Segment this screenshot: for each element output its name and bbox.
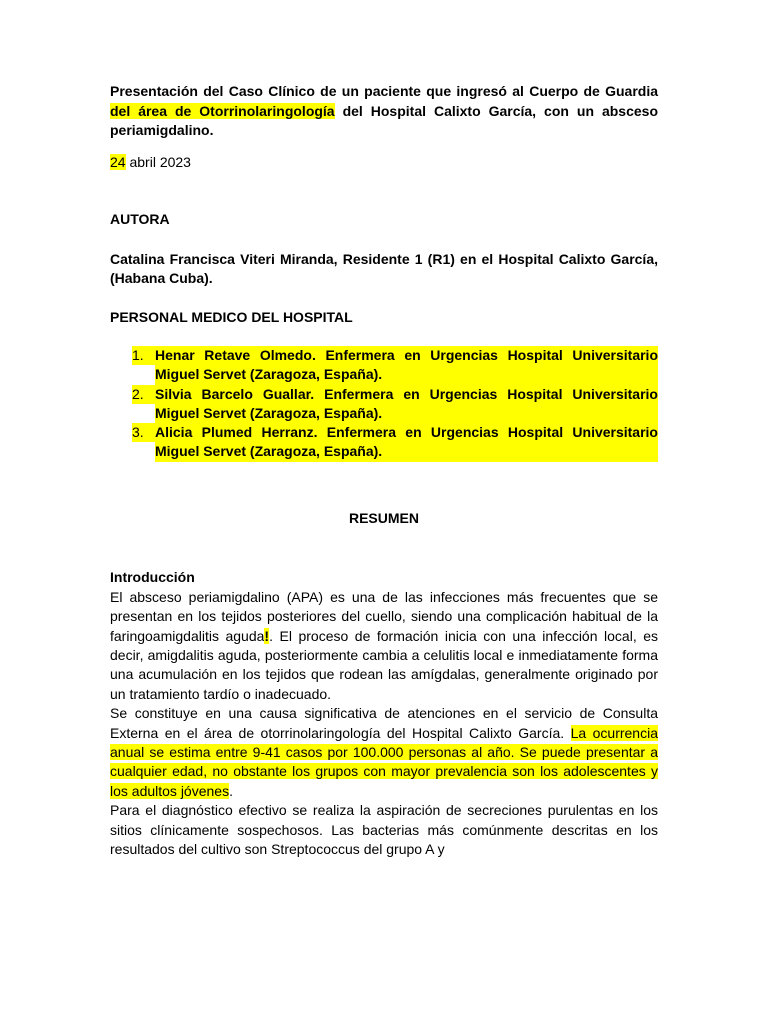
staff-item xyxy=(110,423,658,462)
intro-heading: Introducción xyxy=(110,569,195,586)
date-rest: abril 2023 xyxy=(125,153,191,170)
title-part-1: Presentación del Caso Clínico de un paciente que ingresó al Cuerpo de Guardia xyxy=(110,83,658,99)
p1-part-1: El absceso periamigdalino (APA) es una de las infecciones más frecuentes que se presentan en los tejidos posteriores del cuello, siendo una complicación habitual de la faringoamigdalitis aguda xyxy=(110,588,658,644)
document-date xyxy=(110,153,658,173)
p2-highlight: La ocurrencia anual se estima entre 9-41 casos por 100.000 personas al año. Se puede presentar a cualquier edad, no obstante los grupos con mayor prevalencia son los adolescentes y los adultos jóvenes xyxy=(110,724,658,799)
title-highlight: del área de Otorrinolaringología xyxy=(110,102,335,119)
staff-list xyxy=(110,346,658,462)
staff-item-text: Henar Retave Olmedo. Enfermera en Urgencias Hospital Universitario Miguel Servet (Zaragoza, España). xyxy=(155,346,658,385)
title-part-2: del Hospital Calixto García, con un absceso periamigdalino. xyxy=(110,102,658,138)
staff-item-text: Alicia Plumed Herranz. Enfermera en Urgencias Hospital Universitario Miguel Servet (Zaragoza, España). xyxy=(155,423,658,462)
date-day: 24 xyxy=(110,153,126,170)
resumen-heading: RESUMEN xyxy=(348,509,419,526)
footnote-mark: ! xyxy=(264,627,270,644)
document-page xyxy=(110,82,658,859)
staff-item xyxy=(110,385,658,424)
staff-item-text: Silvia Barcelo Guallar. Enfermera en Urgencias Hospital Universitario Miguel Servet (Zaragoza, España). xyxy=(155,385,658,424)
p2-part-1: Se constituye en una causa significativa de atenciones en el servicio de Consulta Externa en el área de otorrinolaringología del Hospital Calixto García. xyxy=(110,705,658,741)
staff-heading: PERSONAL MEDICO DEL HOSPITAL xyxy=(110,308,353,325)
author-line: Catalina Francisca Viteri Miranda, Residente 1 (R1) en el Hospital Calixto García, (Habana Cuba). xyxy=(110,250,658,286)
intro-paragraph-2 xyxy=(110,704,658,801)
document-title xyxy=(110,82,658,141)
p1-part-2: . El proceso de formación inicia con una infección local, es decir, amigdalitis aguda, posteriormente cambia a celulitis local e inmediatamente forma una acumulación en los tejidos que rodean las amígdalas, generalmente originado por un tratamiento tardío o inadecuado. xyxy=(110,627,659,702)
p2-part-2: . xyxy=(229,782,233,799)
staff-item-number: 2. xyxy=(132,385,155,404)
author-heading: AUTORA xyxy=(110,211,170,227)
intro-paragraph-1 xyxy=(110,588,658,704)
staff-item-number: 1. xyxy=(132,346,155,365)
staff-item-number: 3. xyxy=(132,423,155,442)
intro-paragraph-3: Para el diagnóstico efectivo se realiza la aspiración de secreciones purulentas en los sitios clínicamente sospechosos. Las bacterias más comúnmente descritas en los resultados del cultivo son Streptococcus del grupo A y xyxy=(110,802,658,858)
staff-item xyxy=(110,346,658,385)
